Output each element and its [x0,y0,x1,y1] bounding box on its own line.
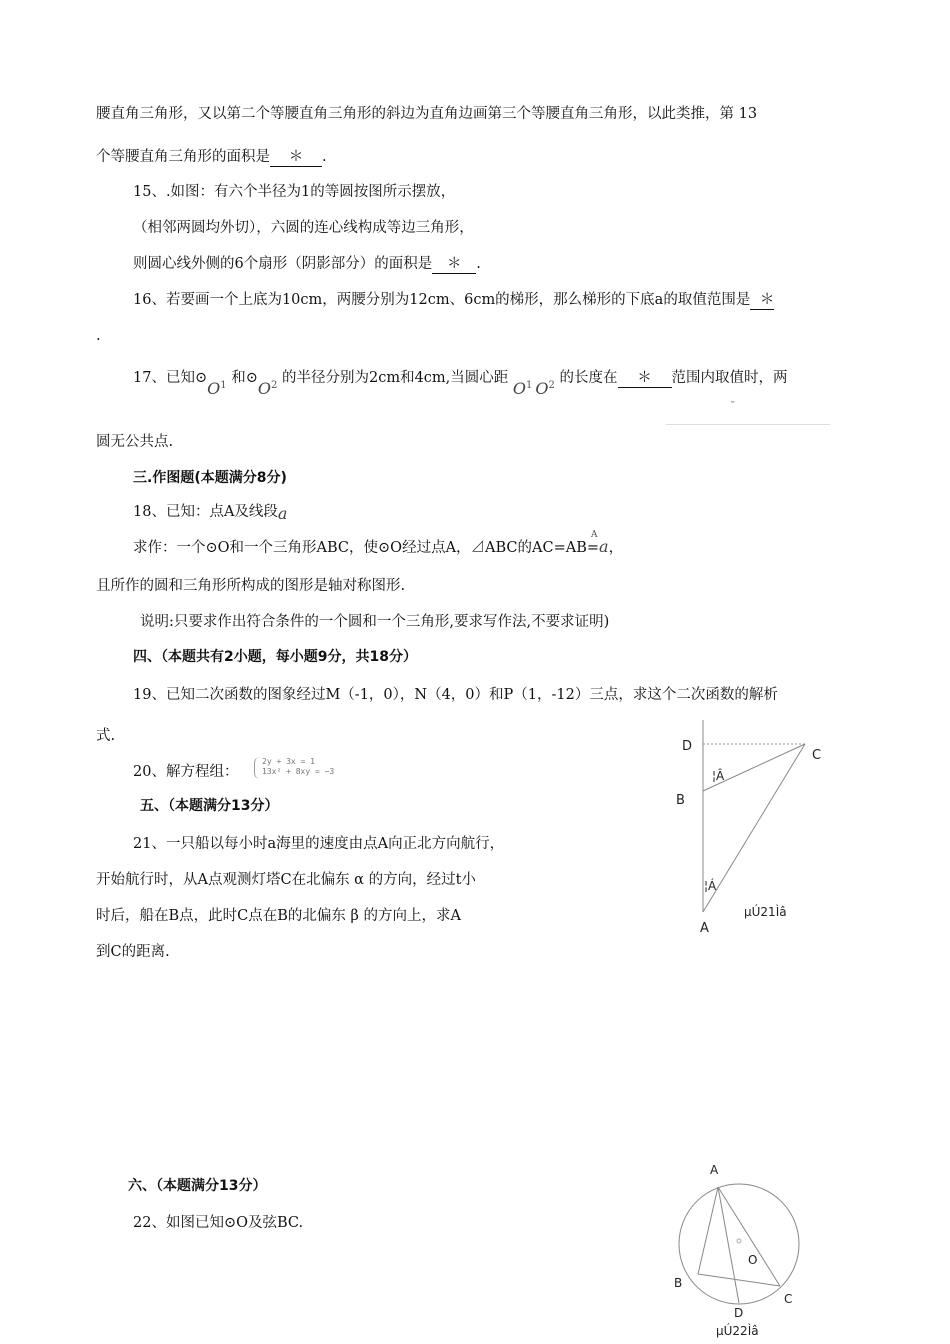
label-d: D [682,739,693,754]
answer-blank[interactable]: ＊ [750,288,774,310]
p14-line1: 腰直角三角形，又以第二个等腰直角三角形的斜边为直角边画第三个等腰直角三角形，以此类推，第 13 [96,106,758,122]
o2-symbol: O [257,379,271,398]
p17-text-5: 范围内取值时，两 [671,370,788,386]
p20-line [133,760,238,781]
p18-line1 [133,500,287,521]
o2-subscript: 2 [548,380,555,391]
angle-beta-label: ¦Â [712,769,725,783]
label-a: A [700,921,709,936]
label-b: B [676,793,685,808]
p14-line2 [96,145,327,167]
answer-blank[interactable]: ＊ [270,145,322,167]
label-d: D [734,1306,744,1320]
answer-blank[interactable]: ＊ [618,366,672,388]
center-point [737,1239,741,1243]
p21-line2: 开始航行时，从A点观测灯塔C在北偏东 α 的方向，经过t小 [96,872,476,888]
p17-line2: 圆无公共点. [96,434,174,450]
o1-subscript: 1 [526,380,533,391]
equation-system [262,757,334,777]
section-4-title: 四、（本题共有2小题，每小题9分，共18分） [133,649,417,665]
figure-caption: µÚ21Ìâ [744,905,787,919]
section-3-title: 三.作图题(本题满分8分) [133,470,287,486]
p18-line1-text: 18、已知：点A及线段 [133,504,278,520]
p15-line3-text: 则圆心线外侧的6个扇形（阴影部分）的面积是 [133,256,433,272]
p15-line3 [133,252,481,274]
p18-line4: 说明:只要求作出符合条件的一个圆和一个三角形,要求写作法,不要求证明) [140,614,610,630]
chord-bc [698,1274,780,1286]
p14-line2-text: 个等腰直角三角形的面积是 [96,149,270,165]
p18-line2-text: 求作：一个⊙O和一个三角形ABC，使⊙O经过点A，⊿ABC的AC=AB= [133,540,600,556]
p19-line2: 式. [96,728,116,744]
p17-text-1: 17、已知⊙ [133,370,208,386]
label-c: C [784,1292,793,1306]
circle-o [679,1184,799,1304]
angle-alpha-label: ¦Á [704,879,717,893]
p17-line1 [133,366,788,398]
p16-line1 [133,288,774,310]
segment-a: a [277,504,288,523]
answer-blank[interactable]: ＊ [432,252,476,274]
o2-symbol: O [535,379,549,398]
figure-caption: µÚ22Ìâ [716,1324,759,1338]
segment-a: a [599,537,609,556]
figure-21 [660,710,860,940]
p15-line3-end: . [476,256,481,272]
p18-line3: 且所作的圆和三角形所构成的图形是轴对称图形. [96,578,406,594]
p18-line2 [133,530,624,557]
p16-line1-text: 16、若要画一个上底为10cm，两腰分别为12cm、6cm的梯形，那么梯形的下底a的取值范围是 [133,292,751,308]
figure-22 [660,1155,810,1344]
p18-line2-end: ， [608,540,624,556]
superscript-a: A [591,530,598,540]
p16-line2: . [96,328,101,344]
label-c: C [812,748,822,763]
p21-line3: 时后，船在B点，此时C点在B的北偏东 β 的方向上，求A [96,908,461,924]
p17-text-2: 和⊙ [231,370,258,386]
chord-ab [698,1187,718,1274]
p17-text-4: 的长度在 [559,370,618,386]
stray-mark: ˘ [730,400,736,413]
section-5-title: 五、（本题满分13分） [140,798,279,814]
p22-line1: 22、如图已知⊙O及弦BC. [133,1215,304,1231]
p19-line1: 19、已知二次函数的图象经过M（-1，0），N（4，0）和P（1，-12）三点，求这个二次函数的解析 [133,687,778,703]
section-6-title: 六、（本题满分13分） [128,1178,267,1194]
divider [666,424,830,425]
p17-text-3: 的半径分别为2cm和4cm,当圆心距 [281,370,509,386]
line-bc [703,744,805,791]
o1-symbol: O [512,379,527,398]
o1-subscript: 1 [220,380,227,391]
p15-line1: 15、.如图：有六个半径为1的等圆按图所示摆放， [133,184,456,200]
equation-1: 2y + 3x = 1 [262,757,315,766]
o2-subscript: 2 [271,380,278,391]
p20-label: 20、解方程组： [133,764,239,780]
p15-line2: （相邻两圆均外切），六圆的连心线构成等边三角形， [133,220,474,236]
p21-line4: 到C的距离. [96,944,170,960]
o1-symbol: O [207,379,221,398]
p14-line2-end: . [322,149,327,165]
label-b: B [674,1276,683,1290]
equation-2: 13x² + 8xy = −3 [262,767,335,776]
label-o: O [748,1253,758,1267]
label-a: A [710,1163,719,1177]
p21-line1: 21、一只船以每小时a海里的速度由点A向正北方向航行， [133,836,505,852]
